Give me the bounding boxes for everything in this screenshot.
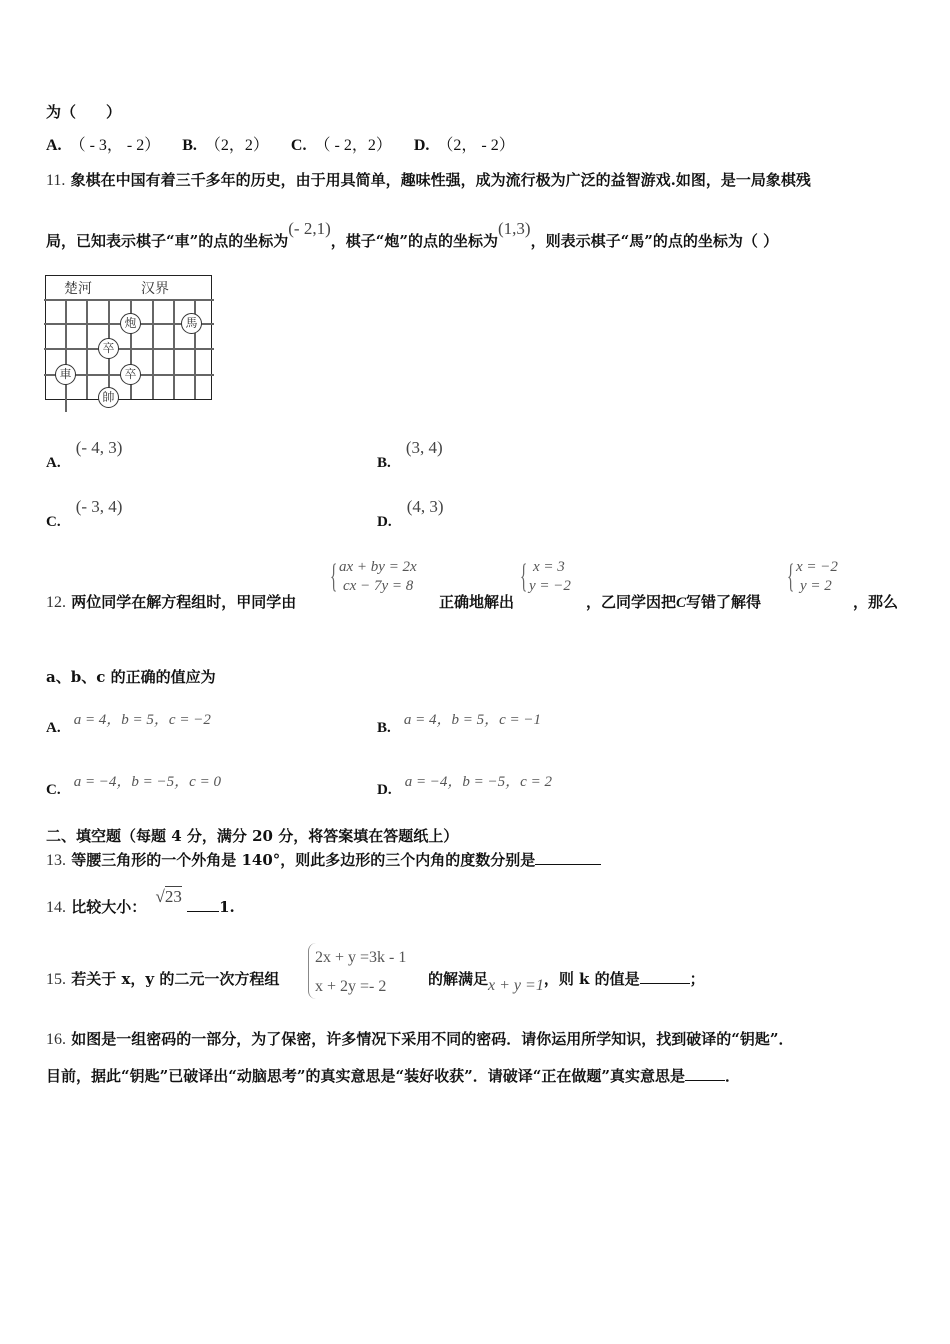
q15-text-a: 15. 若关于 x，y 的二元一次方程组 — [46, 970, 280, 988]
piece-zu-upper: 卒 — [98, 338, 119, 359]
q11-line1: 11. 象棋在中国有着三千多年的历史，由于用具简单，趣味性强，成为流行极为广泛的益智游戏.如图，是一局象棋残 — [46, 171, 811, 189]
question-number: 14. — [46, 899, 66, 916]
sqrt-expression: √23 — [155, 887, 182, 906]
q12-text-e: ，那么 — [853, 593, 899, 611]
answer-blank[interactable] — [685, 1080, 725, 1081]
q12-option-b[interactable]: B. a = 4，b = 5，c = −1 — [377, 712, 542, 736]
grid-line — [44, 299, 214, 301]
grid-line — [44, 348, 214, 350]
section-heading: 二、填空题（每题 4 分，满分 20 分，将答案填在答题纸上） — [46, 827, 459, 845]
question-number: 15. — [46, 971, 66, 988]
q11-option-d[interactable]: D. (4, 3) — [377, 497, 444, 530]
q11-option-b[interactable]: B. (3, 4) — [377, 438, 443, 471]
q12-text-c: ，乙同学因把C写错了解得 — [586, 593, 762, 611]
q12-option-d[interactable]: D. a = −4，b = −5，c = 2 — [377, 774, 552, 798]
q16-line2: 目前，据此“钥匙”已破译出“动脑思考”的真实意思是“装好收获”．请破译“正在做题”真实意思是 ． — [46, 1067, 741, 1085]
q10-continuation: 为（ ） — [46, 103, 122, 121]
river-band — [46, 276, 211, 300]
brace-icon: { — [520, 558, 528, 595]
q12-solution2: { x = −2 y = 2 — [787, 558, 838, 595]
piece-che: 車 — [55, 364, 76, 385]
q12-solution1: { x = 3 y = −2 — [520, 558, 571, 595]
river-label-hanjie: 汉界 — [141, 281, 169, 297]
question-number: 11. — [46, 172, 66, 189]
question-number: 12. — [46, 594, 66, 611]
q10-options — [46, 137, 515, 155]
grid-line — [65, 299, 67, 412]
q10-option-a[interactable]: A. （ - 3， - 2） — [46, 137, 161, 154]
piece-ma: 馬 — [181, 313, 202, 334]
q11-option-a[interactable]: A. (- 4, 3) — [46, 438, 123, 471]
q12-option-c[interactable]: C. a = −4，b = −5，c = 0 — [46, 774, 221, 798]
answer-blank[interactable] — [535, 864, 601, 865]
coord-pao: (1,3) — [498, 219, 531, 238]
question-number: 13. — [46, 852, 66, 869]
q10-option-b[interactable]: B. （2，2） — [182, 137, 269, 154]
q10-option-c[interactable]: C. （ - 2，2） — [290, 137, 392, 154]
q16-line1: 16. 如图是一组密码的一部分，为了保密，许多情况下采用不同的密码．请你运用所学知识，找到破译的“钥匙”． — [46, 1030, 794, 1048]
q15-equation-system: 2x + y =3k - 1 x + 2y =- 2 — [308, 943, 406, 999]
q10-option-d[interactable]: D. （2， - 2） — [413, 137, 515, 154]
q12-line2: a、b、c 的正确的值应为 — [46, 668, 216, 686]
chess-board-figure — [45, 275, 212, 404]
piece-shuai: 帥 — [98, 387, 119, 408]
answer-blank[interactable] — [640, 983, 690, 984]
piece-pao: 炮 — [120, 313, 141, 334]
q12-text-b: 正确地解出 — [439, 593, 515, 611]
brace-icon: { — [787, 558, 795, 595]
q12-equation-system: { ax + by = 2x cx − 7y = 8 — [330, 558, 417, 595]
answer-blank[interactable] — [187, 911, 219, 912]
q15-condition: x + y =1 — [488, 977, 544, 994]
river-label-chuhe: 楚河 — [64, 281, 92, 297]
sqrt-icon: √ — [155, 887, 165, 906]
q11-line2: 局，已知表示棋子“車”的点的坐标为(- 2,1)，棋子“炮”的点的坐标为(1,3)，则表示棋子“馬”的点的坐标为（ ） — [46, 219, 779, 250]
question-number: 16. — [46, 1031, 66, 1048]
coord-che: (- 2,1) — [288, 219, 331, 238]
piece-zu-lower: 卒 — [120, 364, 141, 385]
q13: 13. 等腰三角形的一个外角是 140°，则此多边形的三个内角的度数分别是 — [46, 851, 601, 870]
q12-option-a[interactable]: A. a = 4，b = 5，c = −2 — [46, 712, 211, 736]
q15-text-b: 的解满足x + y =1，则 k 的值是 ； — [428, 970, 705, 994]
q11-option-c[interactable]: C. (- 3, 4) — [46, 497, 123, 530]
q12-line1-a: 12. 两位同学在解方程组时，甲同学由 — [46, 593, 297, 611]
brace-icon: { — [330, 558, 338, 595]
q14: 14. 比较大小： √23 1. — [46, 887, 235, 916]
